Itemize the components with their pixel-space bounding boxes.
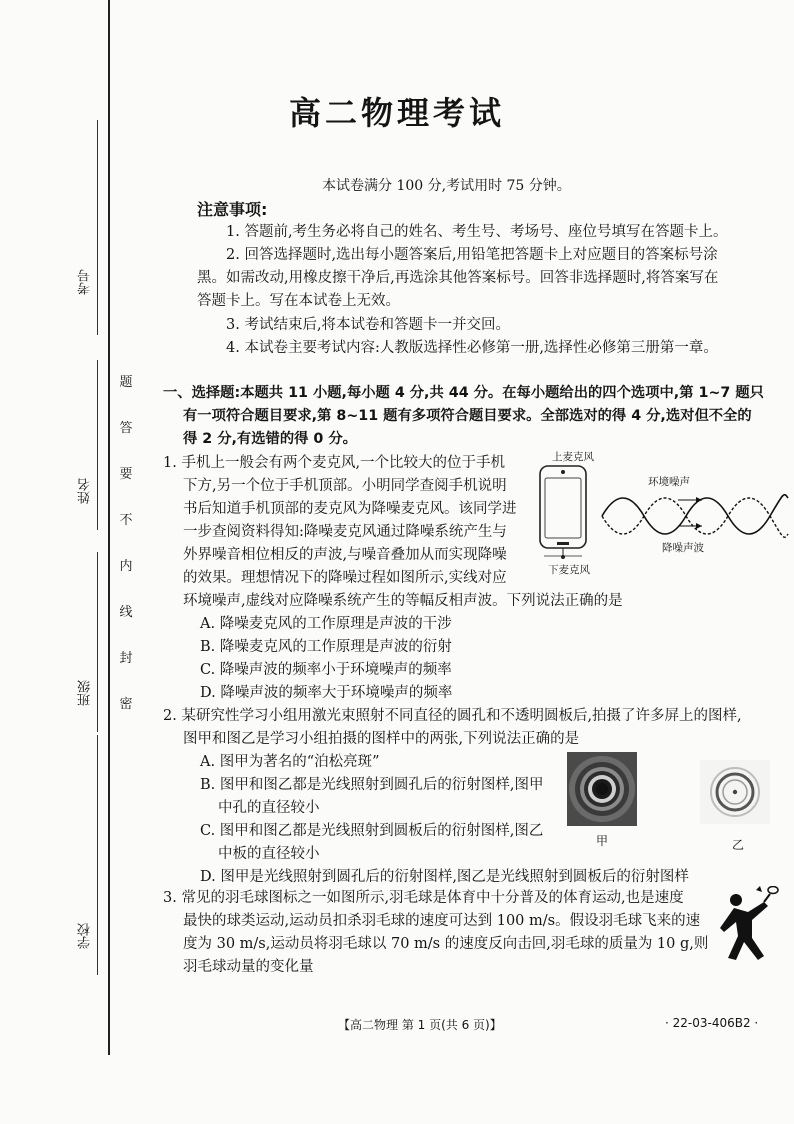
- figure-b-label: 乙: [732, 838, 745, 852]
- q3-stem-line: 3. 常见的羽毛球图标之一如图所示,羽毛球是体育中十分普及的体育运动,也是速度: [163, 890, 684, 906]
- q2-stem-line: 2. 某研究性学习小组用激光束照射不同直径的圆孔和不透明圆板后,拍摄了许多屏上的图样,: [163, 708, 742, 724]
- section-heading: 有一项符合题目要求,第 8~11 题有多项符合题目要求。全部选对的得 4 分,选对但不全的: [183, 408, 752, 424]
- exam-code: · 22-03-406B2 ·: [665, 1016, 759, 1030]
- school-underline: [97, 735, 98, 975]
- notice-line: 4. 本试卷主要考试内容:人教版选择性必修第一册,选择性必修第三册第一章。: [226, 340, 718, 356]
- seal-char: 内: [119, 559, 133, 574]
- q2-stem-line: 图甲和图乙是学习小组拍摄的图样中的两张,下列说法正确的是: [183, 731, 580, 747]
- section-heading: 一、选择题:本题共 11 小题,每小题 4 分,共 44 分。在每小题给出的四个选项中,第 1~7 题只: [163, 385, 764, 401]
- q1-option-b: B. 降噪麦克风的工作原理是声波的衍射: [200, 639, 452, 655]
- top-mic-label: 上麦克风: [552, 451, 594, 463]
- env-noise-label: 环境噪声: [648, 476, 690, 488]
- class-underline: [97, 552, 98, 732]
- q1-stem-line: 一步查阅资料得知:降噪麦克风通过降噪系统产生与: [183, 524, 507, 540]
- seal-char: 不: [119, 513, 133, 528]
- school-field: [72, 915, 108, 975]
- seal-char: 封: [119, 651, 133, 666]
- page-title: 高二物理考试: [288, 94, 505, 132]
- q1-option-a: A. 降噪麦克风的工作原理是声波的干涉: [200, 616, 452, 632]
- notice-line: 黑。如需改动,用橡皮擦干净后,再选涂其他答案标号。回答非选择题时,将答案写在: [197, 270, 719, 286]
- wave-figure: [598, 488, 790, 544]
- class-field: [72, 672, 108, 732]
- q1-option-d: D. 降噪声波的频率大于环境噪声的频率: [200, 685, 453, 701]
- seal-line-text: [117, 360, 135, 728]
- q1-stem-line: 外界噪音相位相反的声波,与噪音叠加从而实现降噪: [183, 547, 507, 563]
- q1-stem-line: 的效果。理想情况下的降噪过程如图所示,实线对应: [183, 570, 507, 586]
- binding-line: [108, 0, 110, 1055]
- phone-figure: [536, 462, 596, 562]
- diffraction-image-b: [700, 760, 770, 824]
- q2-option-c: C. 图甲和图乙都是光线照射到圆板后的衍射图样,图乙: [200, 823, 544, 839]
- q2-option-d: D. 图甲是光线照射到圆孔后的衍射图样,图乙是光线照射到圆板后的衍射图样: [200, 869, 689, 885]
- seal-char: 要: [119, 467, 133, 482]
- q2-option-b-cont: 中孔的直径较小: [218, 800, 320, 816]
- exam-number-label: 考号: [78, 269, 93, 295]
- q1-stem-line: 1. 手机上一般会有两个麦克风,一个比较大的位于手机: [163, 455, 506, 471]
- q3-stem-line: 度为 30 m/s,运动员将羽毛球以 70 m/s 的速度反向击回,羽毛球的质量为 10 g,则: [183, 936, 709, 952]
- notice-line: 答题卡上。写在本试卷上无效。: [197, 293, 400, 309]
- q2-option-b: B. 图甲和图乙都是光线照射到圆孔后的衍射图样,图甲: [200, 777, 544, 793]
- name-field: [72, 470, 108, 530]
- page-footer: 【高二物理 第 1 页(共 6 页)】: [338, 1018, 502, 1032]
- notice-line: 3. 考试结束后,将本试卷和答题卡一并交回。: [226, 317, 511, 333]
- q2-option-c-cont: 中板的直径较小: [218, 846, 320, 862]
- exam-number-field: [72, 255, 108, 335]
- name-underline: [97, 360, 98, 530]
- q2-option-a: A. 图甲为著名的“泊松亮斑”: [200, 754, 380, 770]
- seal-char: 线: [119, 605, 133, 620]
- seal-char: 密: [119, 697, 133, 712]
- diffraction-image-a: [567, 752, 637, 826]
- section-heading: 得 2 分,有选错的得 0 分。: [183, 431, 357, 447]
- notice-line: 1. 答题前,考生务必将自己的姓名、考生号、考场号、座位号填写在答题卡上。: [226, 224, 728, 240]
- q1-stem-line: 书后知道手机顶部的麦克风为降噪麦克风。该同学进: [183, 501, 517, 517]
- seal-char: 答: [119, 421, 133, 436]
- bottom-mic-label: 下麦克风: [548, 564, 590, 576]
- figure-a-label: 甲: [596, 834, 609, 848]
- exam-subtitle: 本试卷满分 100 分,考试用时 75 分钟。: [322, 178, 571, 194]
- exam-number-underline: [97, 120, 98, 335]
- school-label: 学校: [78, 923, 93, 949]
- name-label: 姓名: [78, 478, 93, 504]
- q3-stem-line: 羽毛球动量的变化量: [183, 959, 314, 975]
- badminton-icon: [718, 886, 782, 976]
- q1-option-c: C. 降噪声波的频率小于环境噪声的频率: [200, 662, 452, 678]
- notice-line: 2. 回答选择题时,选出每小题答案后,用铅笔把答题卡上对应题目的答案标号涂: [226, 247, 718, 263]
- class-label: 班级: [78, 680, 93, 706]
- notice-heading: 注意事项:: [197, 200, 268, 219]
- anti-noise-label: 降噪声波: [662, 542, 704, 554]
- q1-stem-line: 下方,另一个位于手机顶部。小明同学查阅手机说明: [183, 478, 507, 494]
- q1-stem-line: 环境噪声,虚线对应降噪系统产生的等幅反相声波。下列说法正确的是: [183, 593, 623, 609]
- seal-char: 题: [119, 375, 133, 390]
- q3-stem-line: 最快的球类运动,运动员扣杀羽毛球的速度可达到 100 m/s。假设羽毛球飞来的速: [183, 913, 701, 929]
